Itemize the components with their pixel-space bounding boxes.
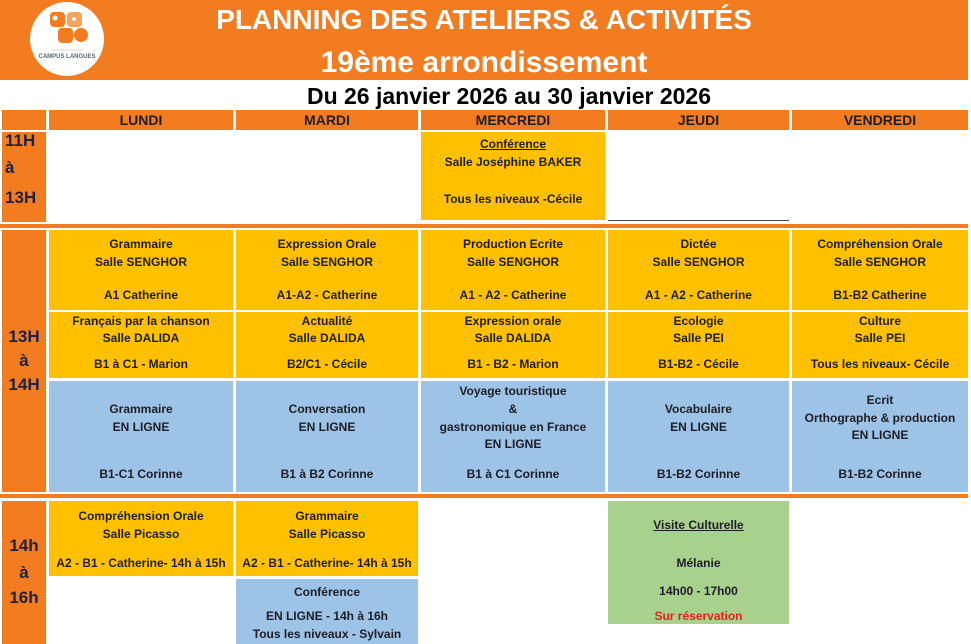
activity-lundi-dalida <box>49 312 233 378</box>
activity-title: Production Ecrite <box>462 237 563 251</box>
activity-room: Salle Joséphine BAKER <box>444 155 582 169</box>
activity-vendredi-pei <box>792 312 968 378</box>
activity-vendredi-senghor <box>792 230 968 310</box>
day-header-jeudi: JEUDI <box>608 110 789 130</box>
activity-room: Salle DALIDA <box>102 331 180 345</box>
activity-title: Orthographe & production <box>804 411 956 425</box>
day-header-mercredi: MERCREDI <box>421 110 605 130</box>
activity-title: Grammaire <box>109 237 173 251</box>
activity-title: Culture <box>859 314 901 328</box>
time-separator: à <box>19 351 29 370</box>
time-start: 11H <box>5 131 36 150</box>
activity-room: Salle PEI <box>854 331 906 345</box>
activity-level: Tous les niveaux - Sylvain <box>252 627 402 641</box>
activity-room: Salle DALIDA <box>288 331 366 345</box>
activity-level: Tous les niveaux- Cécile <box>810 357 950 371</box>
time-end: 14H <box>8 375 40 394</box>
activity-room: EN LIGNE <box>670 420 727 434</box>
time-slot-11h-13h <box>2 132 46 222</box>
activity-level: A1 Catherine <box>103 288 179 302</box>
activity-mardi-conference-en-ligne <box>236 579 418 644</box>
activity-lundi-picasso <box>49 501 233 576</box>
activity-mardi-picasso <box>236 501 418 576</box>
activity-title: Conversation <box>288 402 366 416</box>
day-header-mardi: MARDI <box>236 110 418 130</box>
activity-guide: Mélanie <box>676 556 721 570</box>
activity-title: & <box>508 402 518 416</box>
activity-level: B1 à C1 Corinne <box>466 467 560 481</box>
activity-level: B1-C1 Corinne <box>99 467 183 481</box>
activity-level: A1-A2 - Catherine <box>276 288 378 302</box>
activity-level: B1-B2 - Cécile <box>658 357 739 371</box>
activity-vendredi-en-ligne <box>792 381 968 492</box>
activity-level: A1 - A2 - Catherine <box>645 288 752 302</box>
activity-jeudi-en-ligne <box>608 381 789 492</box>
activity-level: B1 à B2 Corinne <box>280 467 374 481</box>
activity-room: Salle SENGHOR <box>466 255 560 269</box>
activity-room: Salle SENGHOR <box>833 255 927 269</box>
activity-level: Tous les niveaux -Cécile <box>443 192 583 206</box>
activity-room: EN LIGNE <box>484 437 542 451</box>
time-slot-14h-16h <box>2 501 46 644</box>
time-start: 14h <box>9 536 39 555</box>
cell-border <box>608 220 789 221</box>
activity-room: EN LIGNE <box>298 420 356 434</box>
activity-level: A2 - B1 - Catherine- 14h à 15h <box>242 556 412 570</box>
activity-title: gastronomique en France <box>439 420 587 434</box>
time-end: 16h <box>9 588 39 607</box>
activity-room: EN LIGNE - 14h à 16h <box>265 609 389 623</box>
activity-level: A2 - B1 - Catherine- 14h à 15h <box>56 556 226 570</box>
activity-mardi-senghor <box>236 230 418 310</box>
activity-title: Ecologie <box>673 314 724 328</box>
section-divider <box>0 494 968 498</box>
page-title: PLANNING DES ATELIERS & ACTIVITÉS <box>216 4 752 35</box>
activity-title: Français par la chanson <box>72 314 210 328</box>
activity-room: Salle SENGHOR <box>94 255 188 269</box>
time-slot-13h-14h <box>2 230 46 492</box>
activity-title: Expression Orale <box>277 237 377 251</box>
activity-level: B1-B2 Catherine <box>833 288 927 302</box>
activity-level: B2/C1 - Cécile <box>286 357 368 371</box>
activity-title: Visite Culturelle <box>653 518 744 532</box>
activity-title: Compréhension Orale <box>817 237 943 251</box>
activity-title: Compréhension Orale <box>78 509 204 523</box>
day-header-vendredi: VENDREDI <box>792 110 968 130</box>
activity-level: B1 à C1 - Marion <box>93 357 189 371</box>
activity-mercredi-dalida <box>421 312 605 378</box>
activity-title: Actualité <box>301 314 353 328</box>
activity-room: Salle Picasso <box>102 527 180 541</box>
activity-room: Salle SENGHOR <box>652 255 745 269</box>
activity-title: Vocabulaire <box>664 402 733 416</box>
activity-level: B1-B2 Corinne <box>838 467 922 481</box>
activity-title: Grammaire <box>295 509 359 523</box>
time-end: 13H <box>5 188 37 207</box>
activity-level: B1-B2 Corinne <box>656 467 741 481</box>
activity-mardi-dalida <box>236 312 418 378</box>
activity-title: Ecrit <box>866 393 894 407</box>
activity-mardi-en-ligne <box>236 381 418 492</box>
activity-room: Salle PEI <box>673 331 724 345</box>
activity-jeudi-senghor <box>608 230 789 310</box>
activity-level: B1 - B2 - Marion <box>467 357 559 371</box>
logo-text: CAMPUS LANGUES <box>38 54 96 60</box>
activity-title: Conférence <box>293 585 361 599</box>
activity-room: EN LIGNE <box>112 420 170 434</box>
activity-lundi-en-ligne <box>49 381 233 492</box>
activity-mercredi-senghor <box>421 230 605 310</box>
activity-jeudi-visite-culturelle <box>608 501 789 624</box>
time-separator: à <box>19 563 29 582</box>
activity-hours: 14h00 - 17h00 <box>659 584 738 598</box>
activity-title: Expression orale <box>464 314 562 328</box>
section-divider <box>0 224 968 228</box>
day-header-lundi: LUNDI <box>49 110 233 130</box>
activity-mercredi-en-ligne <box>421 381 605 492</box>
date-range: Du 26 janvier 2026 au 30 janvier 2026 <box>306 83 712 109</box>
activity-title: Conférence <box>479 137 547 151</box>
time-start: 13H <box>8 327 40 346</box>
activity-room: Salle Picasso <box>288 527 366 541</box>
activity-title: Grammaire <box>109 402 173 416</box>
activity-room: Salle SENGHOR <box>280 255 374 269</box>
reservation-note: Sur réservation <box>654 609 743 623</box>
page-subtitle: 19ème arrondissement <box>320 46 648 79</box>
activity-mercredi-conference <box>421 132 605 220</box>
activity-title: Voyage touristique <box>459 384 567 398</box>
activity-room: EN LIGNE <box>851 428 909 442</box>
activity-title: Dictée <box>680 237 717 251</box>
activity-lundi-senghor <box>49 230 233 310</box>
activity-jeudi-pei <box>608 312 789 378</box>
activity-room: Salle DALIDA <box>474 331 552 345</box>
header-corner <box>2 110 46 130</box>
time-separator: à <box>5 158 15 177</box>
header-banner <box>0 0 968 80</box>
activity-level: A1 - A2 - Catherine <box>459 288 567 302</box>
